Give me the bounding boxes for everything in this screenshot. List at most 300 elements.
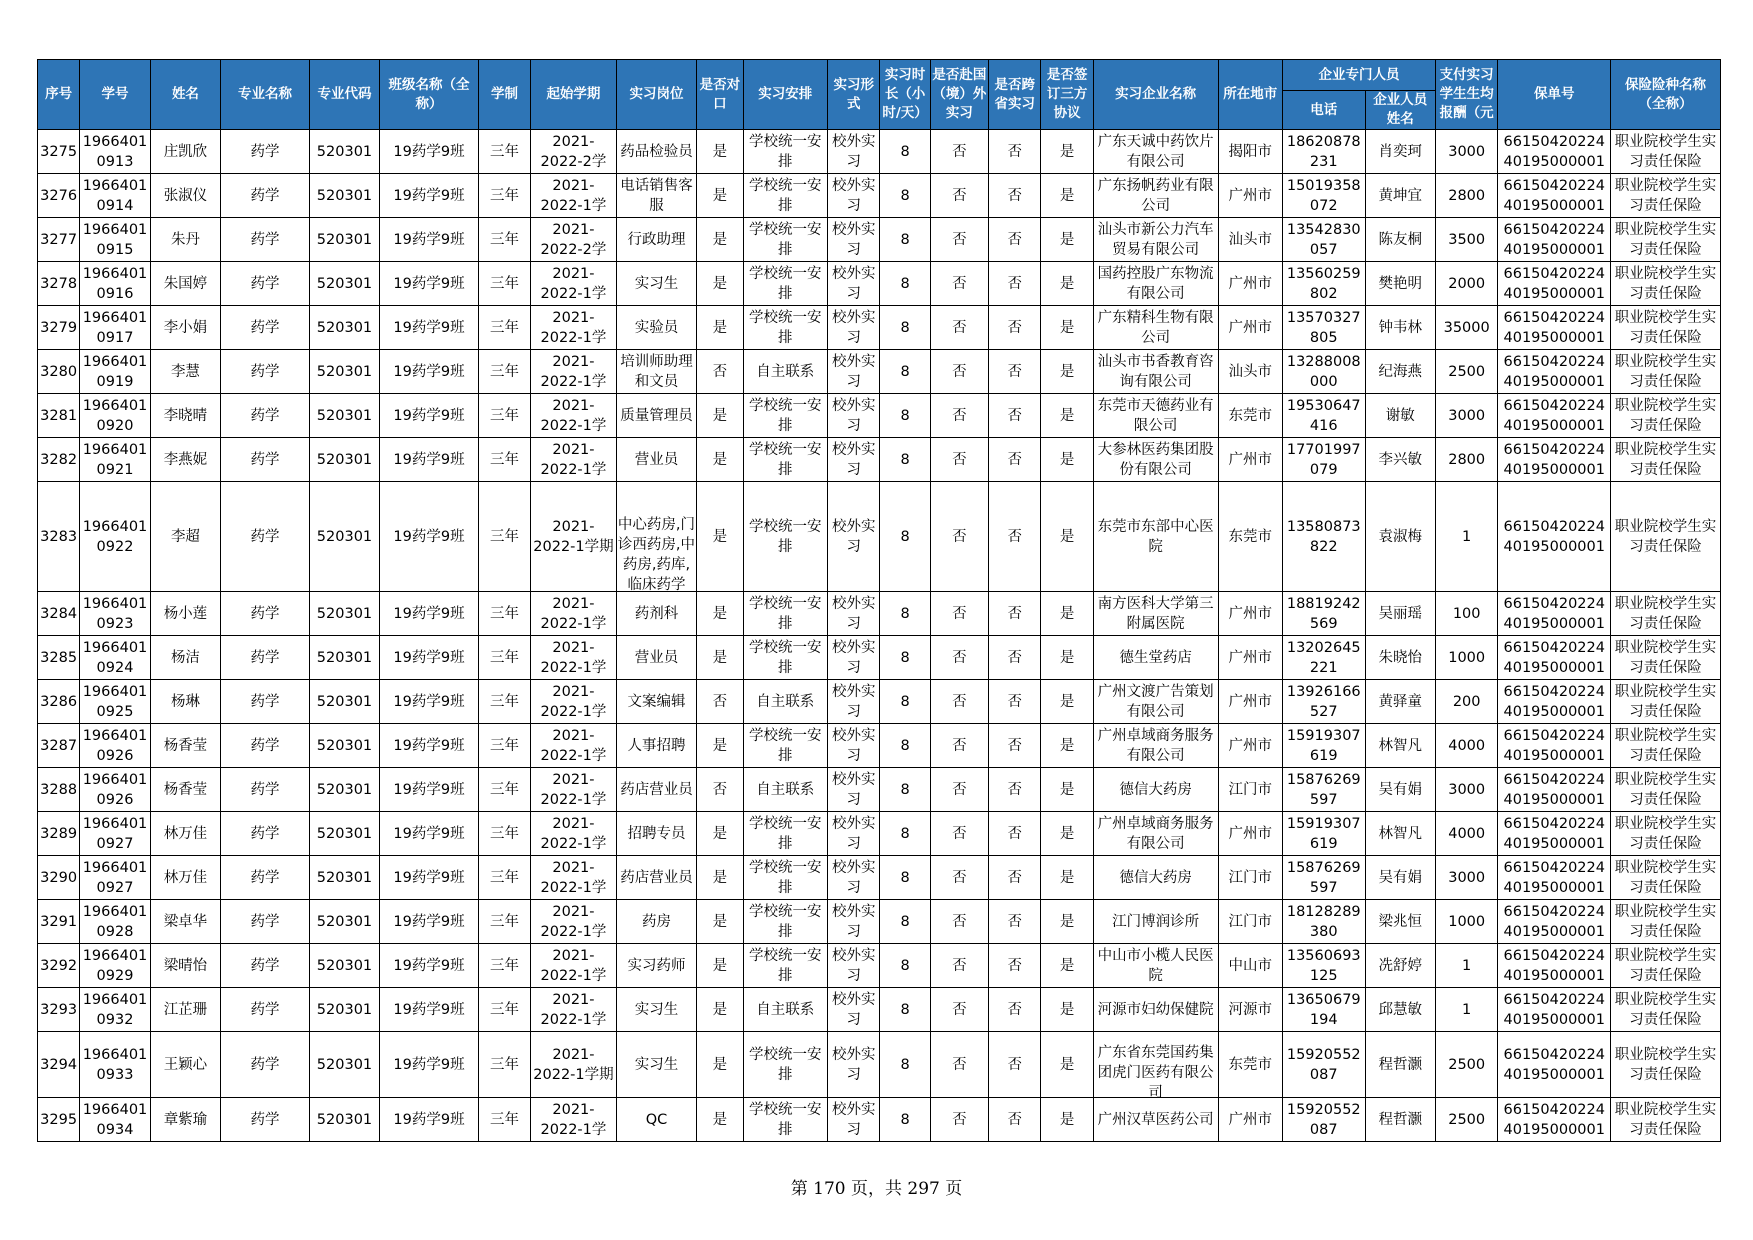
table-cell xyxy=(221,482,310,592)
table-cell xyxy=(1282,174,1365,218)
table-cell xyxy=(1282,856,1365,900)
cell-text: 3283 xyxy=(40,528,78,545)
table-cell xyxy=(880,680,930,724)
cell-text: 否 xyxy=(712,693,728,710)
table-cell xyxy=(616,174,697,218)
table-cell xyxy=(1282,768,1365,812)
table-row xyxy=(38,988,1721,1032)
cell-text: 2021- 2022-1学 xyxy=(540,903,607,940)
cell-text: 是 xyxy=(1059,1111,1075,1128)
table-cell xyxy=(478,768,530,812)
table-cell xyxy=(1365,900,1435,944)
cell-text: 66150420224 40195000001 xyxy=(1503,1101,1605,1138)
table-cell xyxy=(309,724,379,768)
table-row xyxy=(38,482,1721,592)
table-row xyxy=(38,262,1721,306)
table-cell xyxy=(150,174,220,218)
table-cell xyxy=(1498,350,1611,394)
internship-table xyxy=(37,59,1721,1142)
table-cell xyxy=(1498,856,1611,900)
cell-text: 校外实习 xyxy=(831,815,876,852)
table-row xyxy=(38,812,1721,856)
table-cell xyxy=(1611,438,1721,482)
table-cell xyxy=(1282,306,1365,350)
table-cell xyxy=(1218,218,1282,262)
table-cell xyxy=(1611,306,1721,350)
table-cell xyxy=(697,1098,743,1142)
cell-text: 杨小莲 xyxy=(163,605,208,622)
table-cell xyxy=(221,438,310,482)
cell-text: 三年 xyxy=(490,451,519,468)
cell-text: 否 xyxy=(1007,319,1023,336)
table-cell xyxy=(697,438,743,482)
cell-text: 13570327 805 xyxy=(1286,309,1361,346)
table-cell xyxy=(380,900,479,944)
cell-text: 学校统一安排 xyxy=(749,221,822,258)
table-cell xyxy=(531,812,617,856)
cell-text: 药学 xyxy=(250,319,280,336)
cell-text: 实习生 xyxy=(634,1001,679,1018)
cell-text: 校外实习 xyxy=(831,221,876,258)
cell-text: 杨香莹 xyxy=(163,781,208,798)
table-cell xyxy=(880,768,930,812)
cell-text: 自主联系 xyxy=(756,781,815,798)
table-cell xyxy=(38,482,80,592)
table-cell xyxy=(1435,350,1497,394)
table-cell xyxy=(221,680,310,724)
table-cell xyxy=(989,174,1041,218)
cell-text: 学校统一安排 xyxy=(749,133,822,170)
table-cell xyxy=(930,900,988,944)
cell-text: 8 xyxy=(900,957,910,974)
table-cell xyxy=(697,218,743,262)
table-row xyxy=(38,680,1721,724)
table-cell xyxy=(221,988,310,1032)
cell-text: 林智凡 xyxy=(1378,825,1422,842)
table-cell xyxy=(478,350,530,394)
column-header: 所在地市 xyxy=(1218,60,1282,130)
cell-text: 1966401 0922 xyxy=(82,518,148,555)
cell-text: 药学 xyxy=(250,1056,280,1073)
cell-text: 17701997 079 xyxy=(1286,441,1361,478)
cell-text: 李超 xyxy=(170,528,200,545)
cell-text: 3276 xyxy=(40,187,78,204)
table-cell xyxy=(1611,812,1721,856)
column-header: 电话 xyxy=(1282,91,1365,130)
table-cell xyxy=(478,680,530,724)
table-cell xyxy=(989,900,1041,944)
table-cell xyxy=(380,482,479,592)
table-cell xyxy=(380,988,479,1032)
table-cell xyxy=(1093,812,1218,856)
cell-text: 校外实习 xyxy=(831,727,876,764)
cell-text: 职业院校学生实习责任保险 xyxy=(1614,991,1717,1028)
table-row xyxy=(38,130,1721,174)
table-cell xyxy=(38,592,80,636)
table-cell xyxy=(828,680,880,724)
cell-text: 否 xyxy=(712,781,728,798)
table-cell xyxy=(380,174,479,218)
cell-text: 德生堂药店 xyxy=(1119,649,1192,666)
cell-text: 职业院校学生实习责任保险 xyxy=(1614,221,1717,258)
cell-text: 2021- 2022-1学 xyxy=(540,441,607,478)
table-cell xyxy=(1041,944,1093,988)
cell-text: 揭阳市 xyxy=(1228,143,1273,160)
table-cell xyxy=(743,900,828,944)
cell-text: 三年 xyxy=(490,1111,519,1128)
cell-text: 8 xyxy=(900,649,910,666)
cell-text: 校外实习 xyxy=(831,991,876,1028)
table-row xyxy=(38,350,1721,394)
table-cell xyxy=(38,438,80,482)
cell-text: 2021- 2022-1学 xyxy=(540,771,607,808)
cell-text: 李小娟 xyxy=(163,319,208,336)
cell-text: 三年 xyxy=(490,1001,519,1018)
cell-text: 药房 xyxy=(641,913,671,930)
cell-text: 2021- 2022-1学期 xyxy=(533,518,614,555)
cell-text: 19药学9班 xyxy=(393,913,465,930)
table-cell xyxy=(1041,856,1093,900)
cell-text: 66150420224 40195000001 xyxy=(1503,309,1605,346)
cell-text: 13926166 527 xyxy=(1286,683,1361,720)
cell-text: 实验员 xyxy=(634,319,679,336)
table-cell xyxy=(697,262,743,306)
cell-text: 是 xyxy=(712,528,728,545)
cell-text: 否 xyxy=(952,451,967,468)
table-cell xyxy=(1611,1098,1721,1142)
table-cell xyxy=(697,130,743,174)
table-cell xyxy=(743,944,828,988)
cell-text: 否 xyxy=(1007,605,1023,622)
cell-text: 是 xyxy=(1059,605,1075,622)
cell-text: 职业院校学生实习责任保险 xyxy=(1614,1046,1717,1083)
cell-text: 校外实习 xyxy=(831,441,876,478)
cell-text: 人事招聘 xyxy=(627,737,686,754)
table-row xyxy=(38,438,1721,482)
cell-text: 3281 xyxy=(40,407,78,424)
column-header: 实习安排 xyxy=(743,60,828,130)
column-header: 姓名 xyxy=(150,60,220,130)
cell-text: 3290 xyxy=(40,869,78,886)
cell-text: 8 xyxy=(900,693,910,710)
cell-text: 520301 xyxy=(316,605,373,622)
cell-text: 汕头市书香教育咨询有限公司 xyxy=(1097,353,1214,390)
cell-text: 三年 xyxy=(490,407,519,424)
cell-text: 药店营业员 xyxy=(620,781,693,798)
table-cell xyxy=(1282,438,1365,482)
table-cell xyxy=(380,724,479,768)
table-cell xyxy=(880,262,930,306)
table-cell xyxy=(880,592,930,636)
table-cell xyxy=(880,856,930,900)
table-cell xyxy=(380,636,479,680)
table-cell xyxy=(1611,394,1721,438)
cell-text: 13202645 221 xyxy=(1286,639,1361,676)
cell-text: 汕头市 xyxy=(1228,231,1273,248)
cell-text: 职业院校学生实习责任保险 xyxy=(1614,441,1717,478)
table-cell xyxy=(221,944,310,988)
table-cell xyxy=(80,306,150,350)
table-cell xyxy=(743,724,828,768)
table-row xyxy=(38,174,1721,218)
cell-text: 培训师助理和文员 xyxy=(620,353,693,390)
table-cell xyxy=(1041,1032,1093,1098)
cell-text: 职业院校学生实习责任保险 xyxy=(1614,683,1717,720)
cell-text: 广州汉草医药公司 xyxy=(1097,1111,1214,1128)
cell-text: 19药学9班 xyxy=(393,781,465,798)
cell-text: 学校统一安排 xyxy=(749,441,822,478)
table-cell xyxy=(1041,812,1093,856)
table-row xyxy=(38,768,1721,812)
table-cell xyxy=(1498,438,1611,482)
table-cell xyxy=(828,1098,880,1142)
cell-text: 否 xyxy=(1007,781,1023,798)
table-cell xyxy=(1218,482,1282,592)
table-cell xyxy=(1365,856,1435,900)
cell-text: 否 xyxy=(1007,528,1023,545)
table-cell xyxy=(1041,724,1093,768)
cell-text: 学校统一安排 xyxy=(749,265,822,302)
table-cell xyxy=(989,812,1041,856)
table-cell xyxy=(1365,592,1435,636)
cell-text: 1966401 0933 xyxy=(82,1046,148,1083)
cell-text: 纪海燕 xyxy=(1378,363,1422,380)
table-cell xyxy=(80,482,150,592)
cell-text: 否 xyxy=(1007,825,1023,842)
cell-text: 是 xyxy=(712,1056,728,1073)
cell-text: 520301 xyxy=(316,1056,373,1073)
cell-text: 8 xyxy=(900,781,910,798)
cell-text: 林万佳 xyxy=(163,825,208,842)
table-cell xyxy=(531,174,617,218)
table-cell xyxy=(309,482,379,592)
cell-text: 校外实习 xyxy=(831,1046,876,1083)
cell-text: 520301 xyxy=(316,693,373,710)
table-cell xyxy=(80,988,150,1032)
cell-text: 否 xyxy=(1007,1001,1023,1018)
table-cell xyxy=(989,592,1041,636)
cell-text: 是 xyxy=(1059,649,1075,666)
cell-text: 2021- 2022-1学 xyxy=(540,683,607,720)
table-cell xyxy=(478,306,530,350)
table-cell xyxy=(1041,306,1093,350)
cell-text: 职业院校学生实习责任保险 xyxy=(1614,133,1717,170)
cell-text: 朱晓怡 xyxy=(1378,649,1422,666)
table-cell xyxy=(1041,482,1093,592)
cell-text: 杨洁 xyxy=(170,649,200,666)
table-cell xyxy=(380,856,479,900)
cell-text: 否 xyxy=(952,649,967,666)
table-cell xyxy=(616,262,697,306)
cell-text: 3000 xyxy=(1448,407,1486,424)
cell-text: 陈友桐 xyxy=(1378,231,1422,248)
table-cell xyxy=(743,812,828,856)
cell-text: 3291 xyxy=(40,913,78,930)
table-cell xyxy=(380,438,479,482)
cell-text: 否 xyxy=(952,528,967,545)
cell-text: 三年 xyxy=(490,913,519,930)
table-cell xyxy=(1498,130,1611,174)
cell-text: 66150420224 40195000001 xyxy=(1503,859,1605,896)
table-cell xyxy=(380,812,479,856)
cell-text: 汕头市 xyxy=(1228,363,1273,380)
table-cell xyxy=(531,724,617,768)
table-cell xyxy=(880,130,930,174)
cell-text: 520301 xyxy=(316,451,373,468)
table-cell xyxy=(1041,438,1093,482)
table-cell xyxy=(616,900,697,944)
table-cell xyxy=(1041,680,1093,724)
table-cell xyxy=(1041,394,1093,438)
cell-text: 66150420224 40195000001 xyxy=(1503,947,1605,984)
table-cell xyxy=(697,856,743,900)
table-cell xyxy=(221,1032,310,1098)
cell-text: 黄坤宜 xyxy=(1378,187,1422,204)
cell-text: 职业院校学生实习责任保险 xyxy=(1614,177,1717,214)
table-cell xyxy=(80,1098,150,1142)
table-row xyxy=(38,724,1721,768)
table-cell xyxy=(880,306,930,350)
table-cell xyxy=(1365,988,1435,1032)
table-cell xyxy=(1282,130,1365,174)
cell-text: 袁淑梅 xyxy=(1378,528,1422,545)
table-cell xyxy=(80,592,150,636)
cell-text: 江门博润诊所 xyxy=(1112,913,1200,930)
cell-text: 1966401 0926 xyxy=(82,771,148,808)
cell-text: 是 xyxy=(712,407,728,424)
cell-text: 520301 xyxy=(316,1001,373,1018)
cell-text: 8 xyxy=(900,319,910,336)
cell-text: 1966401 0921 xyxy=(82,441,148,478)
cell-text: 2500 xyxy=(1448,363,1486,380)
table-cell xyxy=(1498,768,1611,812)
table-cell xyxy=(1218,900,1282,944)
cell-text: 3288 xyxy=(40,781,78,798)
cell-text: 否 xyxy=(952,1001,967,1018)
table-cell xyxy=(1611,592,1721,636)
table-cell xyxy=(380,394,479,438)
cell-text: 李燕妮 xyxy=(163,451,208,468)
cell-text: 1966401 0932 xyxy=(82,991,148,1028)
table-cell xyxy=(478,724,530,768)
table-cell xyxy=(1218,944,1282,988)
cell-text: 三年 xyxy=(490,363,519,380)
table-cell xyxy=(309,900,379,944)
table-cell xyxy=(478,438,530,482)
cell-text: 3285 xyxy=(40,649,78,666)
table-cell xyxy=(930,1032,988,1098)
cell-text: 三年 xyxy=(490,187,519,204)
table-cell xyxy=(221,592,310,636)
table-cell xyxy=(80,438,150,482)
cell-text: 药学 xyxy=(250,605,280,622)
cell-text: 药学 xyxy=(250,528,280,545)
table-cell xyxy=(1435,306,1497,350)
table-cell xyxy=(80,944,150,988)
table-cell xyxy=(1365,262,1435,306)
table-cell xyxy=(743,174,828,218)
cell-text: 15920552 087 xyxy=(1286,1046,1361,1083)
table-cell xyxy=(1093,768,1218,812)
cell-text: 8 xyxy=(900,737,910,754)
cell-text: 是 xyxy=(712,231,728,248)
table-cell xyxy=(380,944,479,988)
cell-text: 3000 xyxy=(1448,869,1486,886)
cell-text: 三年 xyxy=(490,275,519,292)
cell-text: 江门市 xyxy=(1228,781,1273,798)
cell-text: 3000 xyxy=(1448,781,1486,798)
table-cell xyxy=(1498,636,1611,680)
table-cell xyxy=(989,262,1041,306)
cell-text: 药店营业员 xyxy=(620,869,693,886)
cell-text: 是 xyxy=(712,957,728,974)
cell-text: 15876269 597 xyxy=(1286,771,1361,808)
table-cell xyxy=(697,768,743,812)
cell-text: 药剂科 xyxy=(634,605,679,622)
table-cell xyxy=(1498,988,1611,1032)
cell-text: 2021- 2022-1学 xyxy=(540,815,607,852)
cell-text: 19药学9班 xyxy=(393,649,465,666)
table-cell xyxy=(616,438,697,482)
table-cell xyxy=(38,394,80,438)
table-cell xyxy=(478,856,530,900)
cell-text: 自主联系 xyxy=(756,363,815,380)
column-header: 是否跨省实习 xyxy=(989,60,1041,130)
cell-text: 营业员 xyxy=(634,649,679,666)
cell-text: 19药学9班 xyxy=(393,1111,465,1128)
cell-text: 职业院校学生实习责任保险 xyxy=(1614,727,1717,764)
cell-text: 否 xyxy=(952,407,967,424)
table-cell xyxy=(1435,218,1497,262)
cell-text: 是 xyxy=(712,1111,728,1128)
table-row xyxy=(38,1032,1721,1098)
cell-text: 3289 xyxy=(40,825,78,842)
cell-text: 是 xyxy=(712,1001,728,1018)
table-cell xyxy=(150,394,220,438)
cell-text: 3286 xyxy=(40,693,78,710)
table-cell xyxy=(1282,636,1365,680)
table-cell xyxy=(1611,174,1721,218)
table-cell xyxy=(743,482,828,592)
table-cell xyxy=(1041,262,1093,306)
cell-text: 药学 xyxy=(250,781,280,798)
table-cell xyxy=(930,174,988,218)
table-cell xyxy=(1041,592,1093,636)
cell-text: 8 xyxy=(900,1001,910,1018)
cell-text: 中山市 xyxy=(1228,957,1273,974)
cell-text: 2021- 2022-1学 xyxy=(540,991,607,1028)
cell-text: 德信大药房 xyxy=(1119,869,1192,886)
column-header: 是否赴国（境）外实习 xyxy=(930,60,988,130)
table-cell xyxy=(697,350,743,394)
cell-text: 是 xyxy=(1059,869,1075,886)
table-cell xyxy=(697,812,743,856)
table-cell xyxy=(80,856,150,900)
cell-text: 广州市 xyxy=(1228,737,1273,754)
cell-text: 66150420224 40195000001 xyxy=(1503,518,1605,555)
cell-text: 药学 xyxy=(250,957,280,974)
cell-text: 8 xyxy=(900,605,910,622)
table-cell xyxy=(38,1032,80,1098)
cell-text: 2021- 2022-1学 xyxy=(540,353,607,390)
table-cell xyxy=(1498,592,1611,636)
cell-text: 520301 xyxy=(316,528,373,545)
cell-text: 药学 xyxy=(250,1001,280,1018)
cell-text: 三年 xyxy=(490,528,519,545)
table-cell xyxy=(1365,174,1435,218)
cell-text: 1966401 0920 xyxy=(82,397,148,434)
cell-text: QC xyxy=(645,1111,668,1128)
